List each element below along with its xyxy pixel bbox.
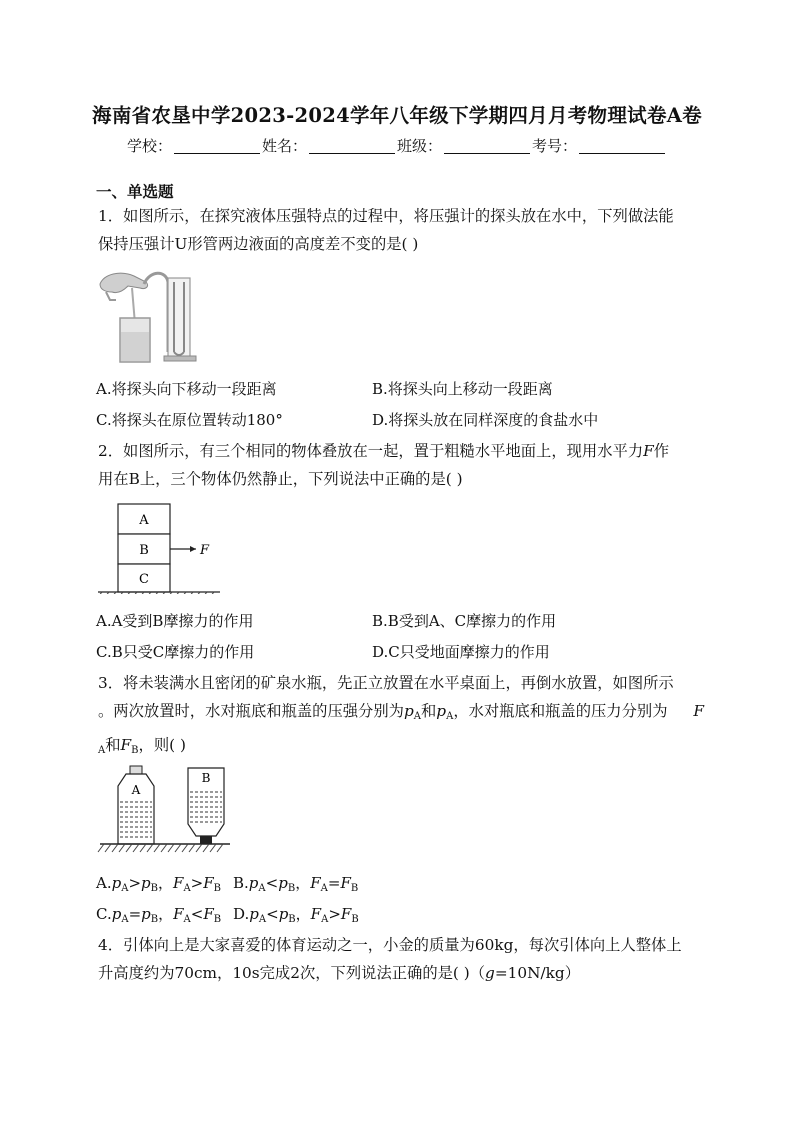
- q3-option-b[interactable]: $B.p_A<p_B$，$F_A=F_B$: [233, 874, 359, 894]
- q3-option-d[interactable]: $D.p_A<p_B$，$F_A>F_B$: [233, 905, 359, 925]
- q2-line1: 2．如图所示，有三个相同的物体叠放在一起，置于粗糙水平地面上，现用水平力F作: [98, 442, 670, 460]
- hand-icon: [100, 273, 148, 300]
- q4-line2: 升高度约为70cm，10s完成2次，下列说法正确的是( )（g=10N/kg）: [98, 964, 581, 982]
- bottle-a-label: A: [131, 783, 141, 797]
- section-heading: 一、单选题: [96, 182, 174, 201]
- beaker-icon: [120, 318, 150, 362]
- q2-option-c[interactable]: C.B只受C摩擦力的作用: [96, 643, 255, 661]
- class-label: 班级：: [397, 137, 443, 155]
- q3-line2: 。两次放置时，水对瓶底和瓶盖的压强分别为$p_A$和$p_A$，水对瓶底和瓶盖的压力分别为 F: [98, 702, 704, 722]
- question-2: [98, 437, 698, 493]
- q1-line2: 保持压强计U形管两边液面的高度差不变的是( ): [98, 235, 419, 253]
- q2-option-a[interactable]: A.A受到B摩擦力的作用: [96, 612, 254, 630]
- block-a-label: A: [139, 513, 149, 528]
- question-1: [98, 202, 698, 258]
- q1-option-d[interactable]: D.将探头放在同样深度的食盐水中: [372, 411, 599, 429]
- q3-option-c[interactable]: $C.p_A=p_B$，$F_A<F_B$: [96, 905, 222, 925]
- page-title: 海南省农垦中学2023-2024学年八年级下学期四月月考物理试卷A卷: [92, 104, 702, 127]
- name-label: 姓名：: [261, 137, 307, 155]
- school-blank[interactable]: [174, 139, 260, 154]
- q1-option-b[interactable]: B.将探头向上移动一段距离: [372, 380, 553, 398]
- q4-line1: 4．引体向上是大家喜爱的体育运动之一，小金的质量为60kg，每次引体向上人整体上: [98, 936, 682, 954]
- pressure-gauge-figure: [96, 266, 202, 366]
- question-3: [98, 669, 704, 765]
- q3-line3: $_A$和$F_B$，则( ): [98, 736, 186, 756]
- q3-line1: 3．将未装满水且密闭的矿泉水瓶，先正立放置在水平桌面上，再倒水放置，如图所示: [98, 674, 674, 692]
- stacked-blocks-figure: [96, 502, 226, 594]
- table-hatch: [98, 844, 223, 852]
- block-b-label: B: [139, 543, 149, 558]
- q1-line1: 1．如图所示，在探究液体压强特点的过程中，将压强计的探头放在水中，下列做法能: [98, 207, 674, 225]
- upright-bottle-icon: [118, 766, 154, 844]
- q2-line2: 用在B上，三个物体仍然静止，下列说法中正确的是( ): [98, 470, 463, 488]
- school-label: 学校：: [126, 137, 172, 155]
- water-bottles-figure: [96, 762, 236, 858]
- force-label: F: [200, 543, 210, 558]
- u-tube-manometer-icon: [164, 278, 196, 361]
- block-c-label: C: [139, 572, 149, 587]
- number-label: 考号：: [532, 137, 578, 155]
- q1-option-c[interactable]: C.将探头在原位置转动180°: [96, 411, 283, 429]
- q2-option-d[interactable]: D.C只受地面摩擦力的作用: [372, 643, 550, 661]
- name-blank[interactable]: [309, 139, 395, 154]
- q2-force-symbol: F: [643, 442, 654, 460]
- q3-option-a[interactable]: $A.p_A>p_B$，$F_A>F_B$: [96, 874, 222, 894]
- number-blank[interactable]: [579, 139, 665, 154]
- class-blank[interactable]: [444, 139, 530, 154]
- student-info-line: [0, 135, 794, 156]
- q1-option-a[interactable]: A.将探头向下移动一段距离: [96, 380, 277, 398]
- bottle-b-label: B: [201, 771, 211, 785]
- inverted-bottle-icon: [188, 768, 224, 844]
- question-4: [98, 931, 698, 987]
- q2-option-b[interactable]: B.B受到A、C摩擦力的作用: [372, 612, 557, 630]
